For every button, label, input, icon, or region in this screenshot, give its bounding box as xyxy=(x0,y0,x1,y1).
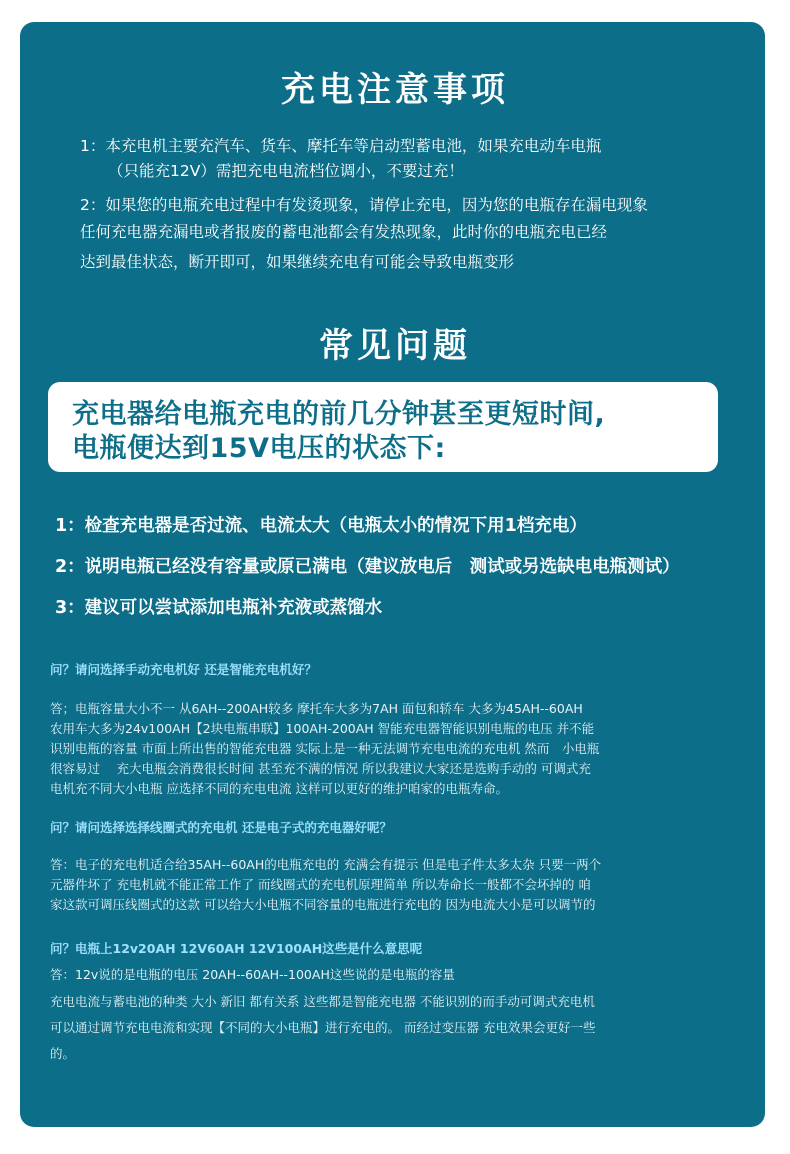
faq-answer-line: 的。 xyxy=(50,1046,76,1061)
faq-answer-line: 答：12v说的是电瓶的电压 20AH--60AH--100AH这些说的是电瓶的容量 xyxy=(50,967,455,982)
faq-answer-line: 可以通过调节充电电流和实现【不同的大小电瓶】进行充电的。 而经过变压器 充电效果会更好一些 xyxy=(50,1020,596,1035)
faq-answer-line: 答：电子的充电机适合给35AH--60AH的电瓶充电的 充满会有提示 但是电子件太多太杂 只要一两个 xyxy=(50,857,602,872)
faq-question: 问？请问选择选择线圈式的充电机 还是电子式的充电器好呢？ xyxy=(50,820,392,835)
faq-title: 常见问题 xyxy=(319,326,471,366)
notice-title: 充电注意事项 xyxy=(281,70,509,110)
notice-line: 2：如果您的电瓶充电过程中有发烫现象，请停止充电，因为您的电瓶存在漏电现象 xyxy=(80,196,648,214)
check-item: 1：检查充电器是否过流、电流太大（电瓶太小的情况下用1档充电） xyxy=(55,516,587,536)
faq-answer-line: 元器件坏了 充电机就不能正常工作了 而线圈式的充电机原理简单 所以寿命长一般都不会坏掉的 咱 xyxy=(50,877,591,892)
faq-answer-line: 农用车大多为24v100AH【2块电瓶串联】100AH-200AH 智能充电器智能识别电瓶的电压 并不能 xyxy=(50,721,595,736)
highlight-line: 电瓶便达到15V电压的状态下: xyxy=(72,433,446,464)
faq-question: 问？请问选择手动充电机好 还是智能充电机好？ xyxy=(50,662,317,677)
faq-answer-line: 识别电瓶的容量 市面上所出售的智能充电器 实际上是一种无法调节充电电流的充电机 然而 小电瓶 xyxy=(50,741,600,756)
faq-answer-line: 很容易过 充大电瓶会消费很长时间 甚至充不满的情况 所以我建议大家还是选购手动的 可调式充 xyxy=(50,761,591,776)
notice-line: 任何充电器充漏电或者报废的蓄电池都会有发热现象，此时你的电瓶充电已经 xyxy=(80,223,608,241)
faq-answer-line: 家这款可调压线圈式的这款 可以给大小电瓶不同容量的电瓶进行充电的 因为电流大小是可以调节的 xyxy=(50,897,596,912)
notice-line: 1：本充电机主要充汽车、货车、摩托车等启动型蓄电池，如果充电动车电瓶 xyxy=(80,137,602,155)
notice-line: （只能充12V）需把充电电流档位调小，不要过充！ xyxy=(108,162,464,180)
faq-answer-line: 答；电瓶容量大小不一 从6AH--200AH较多 摩托车大多为7AH 面包和轿车 大多为45AH--60AH xyxy=(50,701,583,716)
faq-answer-line: 充电电流与蓄电池的种类 大小 新旧 都有关系 这些都是智能充电器 不能识别的而手动可调式充电机 xyxy=(50,994,595,1009)
check-item: 3：建议可以尝试添加电瓶补充液或蒸馏水 xyxy=(55,598,383,618)
faq-answer-line: 电机充不同大小电瓶 应选择不同的充电电流 这样可以更好的维护咱家的电瓶寿命。 xyxy=(50,781,508,796)
notice-line: 达到最佳状态，断开即可，如果继续充电有可能会导致电瓶变形 xyxy=(80,253,515,271)
check-item: 2：说明电瓶已经没有容量或原已满电（建议放电后 测试或另选缺电电瓶测试） xyxy=(55,557,680,577)
faq-question: 问？电瓶上12v20AH 12V60AH 12V100AH这些是什么意思呢 xyxy=(50,941,423,956)
highlight-line: 充电器给电瓶充电的前几分钟甚至更短时间, xyxy=(72,399,606,430)
